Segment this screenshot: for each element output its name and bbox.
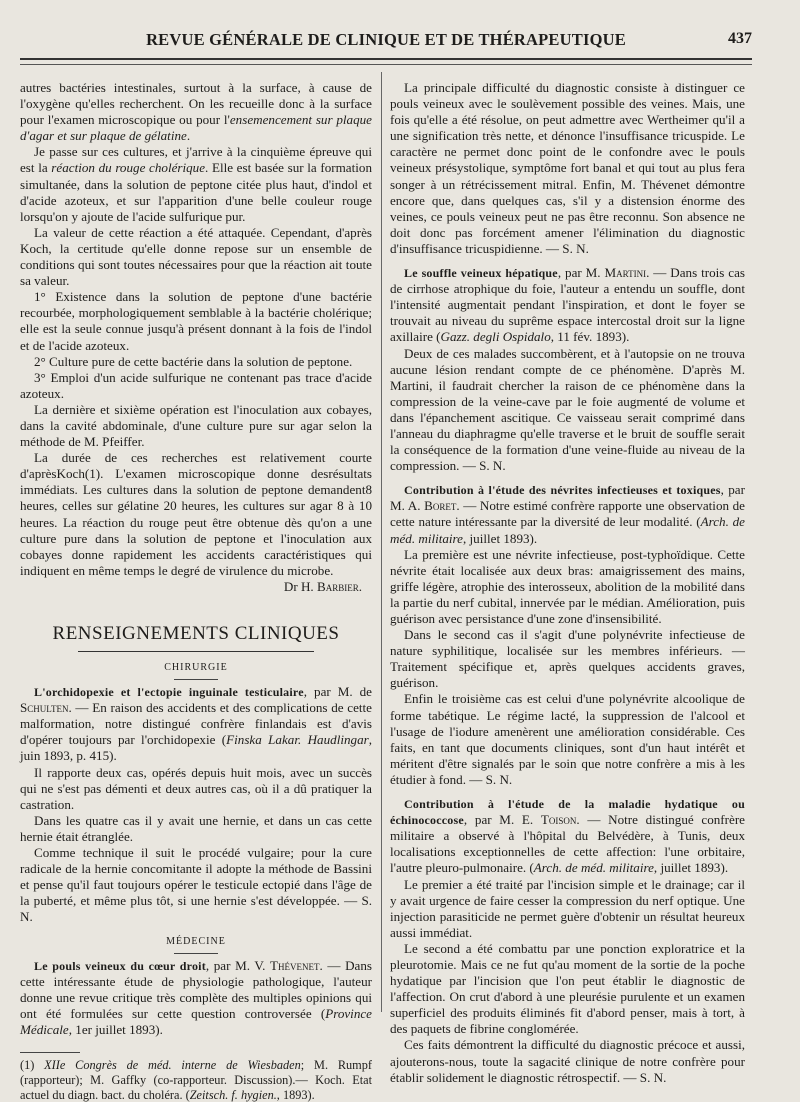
text: autres bactéries intestinales, surtout à la surface, à cause de l'oxygène qu'elles recherchent. On les recueille donc à la surface pour l'examen microscopique ou pour l' bbox=[20, 80, 372, 128]
text: , juin 1893, p. 415). bbox=[20, 732, 372, 764]
author-signature bbox=[20, 579, 372, 595]
text: , 1893). bbox=[276, 1087, 315, 1102]
rubric-rule bbox=[174, 679, 218, 680]
text: , juillet 1893). bbox=[653, 860, 729, 876]
text: . — Notre estimé confrère rapporte une observation de cette nature intéressante par la diversité de leur modalité. ( bbox=[390, 498, 745, 530]
text: ; M. Rumpf (rapporteur); M. Gaffky (co-rapporteur. Discussion).— Koch. Etat actuel du diagn. bact. du choléra. ( bbox=[20, 1058, 372, 1102]
text: Dr H. bbox=[283, 578, 317, 594]
author-name: Toison bbox=[540, 812, 577, 828]
italic-text: Gazz. degli Ospidalo bbox=[440, 329, 551, 345]
italic-text: XIIe Congrès de méd. interne de Wiesbaden bbox=[44, 1058, 301, 1073]
text: . Elle est basée sur la formation simultanée, dans la solution de peptone citée plus haut, d'indol et d'acide azoteux, et sur l'apparition d'une belle couleur rouge lorsqu'on y ajoute de l'acide sulfurique pur. bbox=[20, 160, 372, 224]
article-title: Le pouls veineux du cœur droit bbox=[34, 958, 206, 973]
article-souffle bbox=[390, 265, 745, 345]
section-rule bbox=[78, 651, 314, 652]
article-title: L'orchidopexie et l'ectopie inguinale testiculaire bbox=[34, 685, 304, 700]
paragraph: Comme technique il suit le procédé vulgaire; pour la cure radicale de la hernie concomitante il adopte la méthode de Bassini et pense qu'il faut toujours opérer le testicule ectopié dans l'âge de la puberté, et même plus tôt, si une hernie s'est développée. — S. N. bbox=[20, 845, 372, 925]
paragraph: Dans le second cas il s'agit d'une polynévrite infectieuse de nature syphilitique, localisée sur les membres inférieurs. — Traitement spécifique et, après quelques accidents graves, guérison. bbox=[390, 627, 745, 691]
italic-text: Zeitsch. f. hygien. bbox=[189, 1087, 277, 1102]
footnote bbox=[20, 1058, 372, 1102]
italic-text: ensemencement sur plaque d'agar et sur plaque de gélatine bbox=[20, 112, 372, 144]
paragraph: Ces faits démontrent la difficulté du diagnostic précoce et aussi, ajouterons-nous, toute la sagacité clinique de notre confrère pour établir solidement le diagnostic rétrospectif. — S. N. bbox=[390, 1037, 745, 1085]
paragraph bbox=[20, 80, 372, 144]
paragraph: 2° Culture pure de cette bactérie dans la solution de peptone. bbox=[34, 353, 353, 369]
column-divider bbox=[381, 72, 382, 1012]
author-name: Martini bbox=[604, 265, 647, 281]
italic-text: Arch. de méd. militaire bbox=[390, 514, 745, 546]
italic-text: Province Médicale bbox=[20, 1005, 372, 1037]
text: , par M. E. bbox=[463, 812, 541, 828]
article-title: Contribution à l'étude des névrites infectieuses et toxiques bbox=[404, 483, 721, 498]
author-name: Thévenet bbox=[270, 957, 320, 973]
article-pouls bbox=[20, 958, 372, 1038]
text: Je passe sur ces cultures, et j'arrive à la cinquième épreuve qui est la bbox=[20, 144, 372, 176]
author-name: Barbier. bbox=[316, 578, 362, 594]
page-number: 437 bbox=[728, 30, 752, 47]
text: , par M. A. bbox=[390, 482, 745, 514]
author-name: Schulten bbox=[20, 700, 69, 716]
rubric-rule bbox=[174, 953, 218, 954]
text: (1) bbox=[20, 1058, 45, 1073]
paragraph: La valeur de cette réaction a été attaquée. Cependant, d'après Koch, la certitude qu'elle donne repose sur un ensemble de conditions qui sont toutes nécessaires pour que la réaction ait toute sa valeur. bbox=[20, 224, 372, 289]
text: . — Dans trois cas de cirrhose atrophique du foie, l'auteur a entendu un souffle, dont l'intensité augmentait pendant l'inspiration, et dont le foyer se trouvait au niveau du suprême espace intercostal droit sur la ligne axillaire ( bbox=[390, 265, 745, 345]
text: . — Dans cette intéressante étude de physiologie pathologique, l'auteur donne une revue critique très complète des multiples opinions qui ont été formulées sur cette question controversée ( bbox=[20, 957, 372, 1021]
paragraph: Deux de ces malades succombèrent, et à l'autopsie on ne trouva aucune lésion rendant compte de ce phénomène. D'après M. Martini, il faudrait chercher la raison de ce phénomène dans la compression de la veine-cave par le foie augmenté de volume et dans l'épanchement ascitique. Ce vaisseau serait comprimé dans l'anneau du diaphragme qu'elle traverse et le bruit de souffle serait la conséquence de la formation d'une veine-fluide au niveau de la compression. — S. N. bbox=[390, 345, 745, 474]
running-title: REVUE GÉNÉRALE DE CLINIQUE ET DE THÉRAPEUTIQUE bbox=[146, 30, 626, 49]
right-column bbox=[390, 80, 745, 1086]
author-name: Boret bbox=[424, 498, 457, 514]
paragraph: Il rapporte deux cas, opérés depuis huit mois, avec un succès qui ne s'est pas démenti et deux autres cas, où il a dû pratiquer la castration. bbox=[20, 764, 372, 812]
text: , par M. de bbox=[303, 684, 372, 700]
text: , 1er juillet 1893). bbox=[68, 1021, 163, 1037]
paragraph: La dernière et sixième opération est l'inoculation aux cobayes, dans la cavité abdominale, d'une culture pure sur agar selon la méthode de M. Pfeiffer. bbox=[20, 401, 372, 450]
paragraph: Le second a été combattu par une ponction exploratrice et la pleurotomie. Mais ce ne fut qu'au moment de la sortie de la poche hydatique par l'incision que l'on peut établir le diagnostic de l'affection. On crut d'abord à une pleurésie purulente et un examen superficiel des produits éliminés fit d'abord penser, mais à tort, à des paquets de fibrine conglomérée. bbox=[390, 940, 745, 1037]
paragraph: Dans les quatre cas il y avait une hernie, et dans un cas cette hernie était étranglée. bbox=[20, 812, 372, 844]
rubric-chirurgie: CHIRURGIE bbox=[164, 662, 228, 673]
article-orchidopexie bbox=[20, 684, 372, 764]
running-head bbox=[20, 30, 752, 52]
text: , par M. bbox=[557, 265, 605, 281]
text: . — En raison des accidents et des complications de cette malformation, notre distingué confrère finlandais est d'avis d'opérer toujours par l'orchidopexie ( bbox=[20, 700, 372, 748]
paragraph: 1° Existence dans la solution de peptone d'une bactérie recourbée, morphologiquement semblable à la bactérie cholérique; elle est la seule connue jusqu'à présent donnant à la fois de l'indol et de l'acide azoteux. bbox=[20, 289, 372, 353]
paragraph: La principale difficulté du diagnostic consiste à distinguer ce pouls veineux avec le soulèvement possible des veines. Mais, une fois qu'elle a été résolue, on peut admettre avec Wertheimer qu'il a une signification très nette, et dénonce l'insuffisance tricuspide. Le caractère ne permet donc point de le confondre avec le pouls veineux présystolique, symptôme fort banal et qui tout au plus fera songer à un rétrécissement mitral. Enfin, M. Thévenet démontre encore que, dans quelques cas, s'il y a distension énorme des veines, ce pouls veineux peut ne pas être reconnu. Son absence ne doit donc pas forcément amener l'élimination du diagnostic d'insuffisance tricuspidienne. — S. N. bbox=[390, 80, 745, 256]
text: . — Notre distingué confrère militaire a observé à l'hôpital du Belvédère, à Tunis, deux localisations exceptionnelles de cette affection: l'une orbitaire, l'autre pleuro-pulmonaire. ( bbox=[390, 812, 745, 876]
paragraph bbox=[20, 144, 372, 224]
text: , 11 fév. 1893). bbox=[550, 329, 630, 345]
text: . bbox=[186, 128, 191, 144]
paragraph: 3° Emploi d'un acide sulfurique ne contenant pas trace d'acide azoteux. bbox=[20, 369, 372, 401]
paragraph: La première est une névrite infectieuse, post-typhoïdique. Cette névrite était localisée aux deux bras: amaigrissement des mains, griffe légère, atrophie des interosseux, abolition de la mobilité dans la partie du nerf cubital, innervée par le médian. Amélioration, puis guérison avec persistance d'une zone d'insensibilité. bbox=[390, 546, 745, 626]
article-hydatique bbox=[390, 796, 745, 876]
article-title: Contribution à l'étude de la maladie hydatique ou échinococcose bbox=[390, 797, 745, 828]
left-column bbox=[20, 80, 372, 1102]
paragraph: Le premier a été traité par l'incision simple et le drainage; car il y avait urgence de faire cesser la compression du nerf optique. Une injection parasiticide ne permet guère d'obtenir un résultat heureux aussi immédiat. bbox=[390, 876, 745, 940]
italic-text: Arch. de méd. militaire bbox=[533, 860, 654, 876]
italic-text: réaction du rouge cholérique bbox=[51, 160, 206, 176]
italic-text: Finska Lakar. Haudlingar bbox=[226, 732, 369, 748]
section-heading: RENSEIGNEMENTS CLINIQUES bbox=[52, 623, 340, 644]
text: , par M. V. bbox=[205, 957, 271, 973]
article-title: Le souffle veineux hépatique bbox=[404, 266, 558, 281]
text: , juillet 1893). bbox=[462, 530, 538, 546]
paragraph: Enfin le troisième cas est celui d'une polynévrite alcoolique de forme tabétique. Le régime lacté, la suppression de l'alcool et l'usage de l'iodure amenèrent une amélioration considérable. Ces faits, en tant que documents cliniques, sont d'un haut intérêt et méritent d'être signalés par le soin que notre confrère a mis à les étudier à fond. — S. N. bbox=[390, 691, 745, 787]
header-rule bbox=[20, 58, 752, 65]
paragraph: La durée de ces recherches est relativement courte d'aprèsKoch(1). L'examen microscopique donne desrésultats immédiats. Les cultures dans la solution de peptone demandent8 heures, celles sur gélatine 20 heures, les cultures sur agar 8 à 10 heures. La réaction du rouge peut être obtenue dès qu'on a une culture pure dans la solution de peptone et l'inoculation aux cobayes donne rapidement les accidents caractéristiques qui indiquent en même temps le degré de virulence du microbe. bbox=[20, 450, 372, 578]
footnote-rule bbox=[20, 1052, 80, 1053]
rubric-medecine: MÉDECINE bbox=[166, 935, 226, 947]
article-nevrites bbox=[390, 482, 745, 546]
